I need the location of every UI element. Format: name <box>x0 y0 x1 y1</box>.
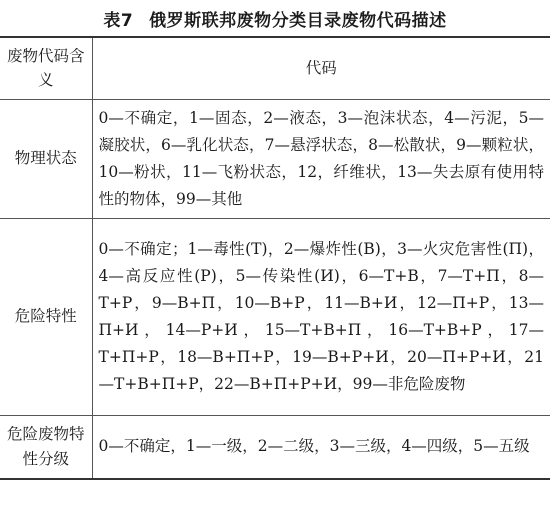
header-code: 代码 <box>92 37 550 99</box>
table-header-row <box>0 37 550 99</box>
row-codes: 0—不确定，1—一级，2—二级，3—三级，4—四级，5—五级 <box>92 415 550 479</box>
header-meaning: 废物代码含义 <box>0 37 92 99</box>
row-label: 物理状态 <box>0 99 92 218</box>
row-label: 危险废物特性分级 <box>0 415 92 479</box>
table-caption <box>0 0 550 36</box>
table-row-hazard-class <box>0 415 550 479</box>
row-codes: 0—不确定，1—固态，2—液态，3—泡沫状态，4—污泥，5—凝胶状，6—乳化状态，7—悬浮状态，8—松散状，9—颗粒状，10—粉状，11—飞粉状态，12，纤维状，13—失去原有使用特性的物体，99—其他 <box>92 99 550 218</box>
table-number: 表7 <box>103 10 134 31</box>
table-row-physical-state <box>0 99 550 218</box>
table-row-hazard-properties <box>0 218 550 415</box>
table-title: 俄罗斯联邦废物分类目录废物代码描述 <box>149 10 447 31</box>
row-codes: 0—不确定；1—毒性(Т)，2—爆炸性(В)，3—火灾危害性(П)，4—高反应性(Р)，5—传染性(И)，6—Т+В，7—Т+П，8—Т+Р，9—В+П，10—В+Р，11—В+И，12—П+Р，13—П+И，14—Р+И，15—Т+В+П，16—Т+В+Р，17—Т+П+Р，18—В+П+Р，19—В+Р+И，20—П+Р+И，21—Т+В+П+Р，22—В+П+Р+И，99—非危险废物 <box>92 218 550 415</box>
waste-code-table <box>0 36 550 480</box>
row-label: 危险特性 <box>0 218 92 415</box>
